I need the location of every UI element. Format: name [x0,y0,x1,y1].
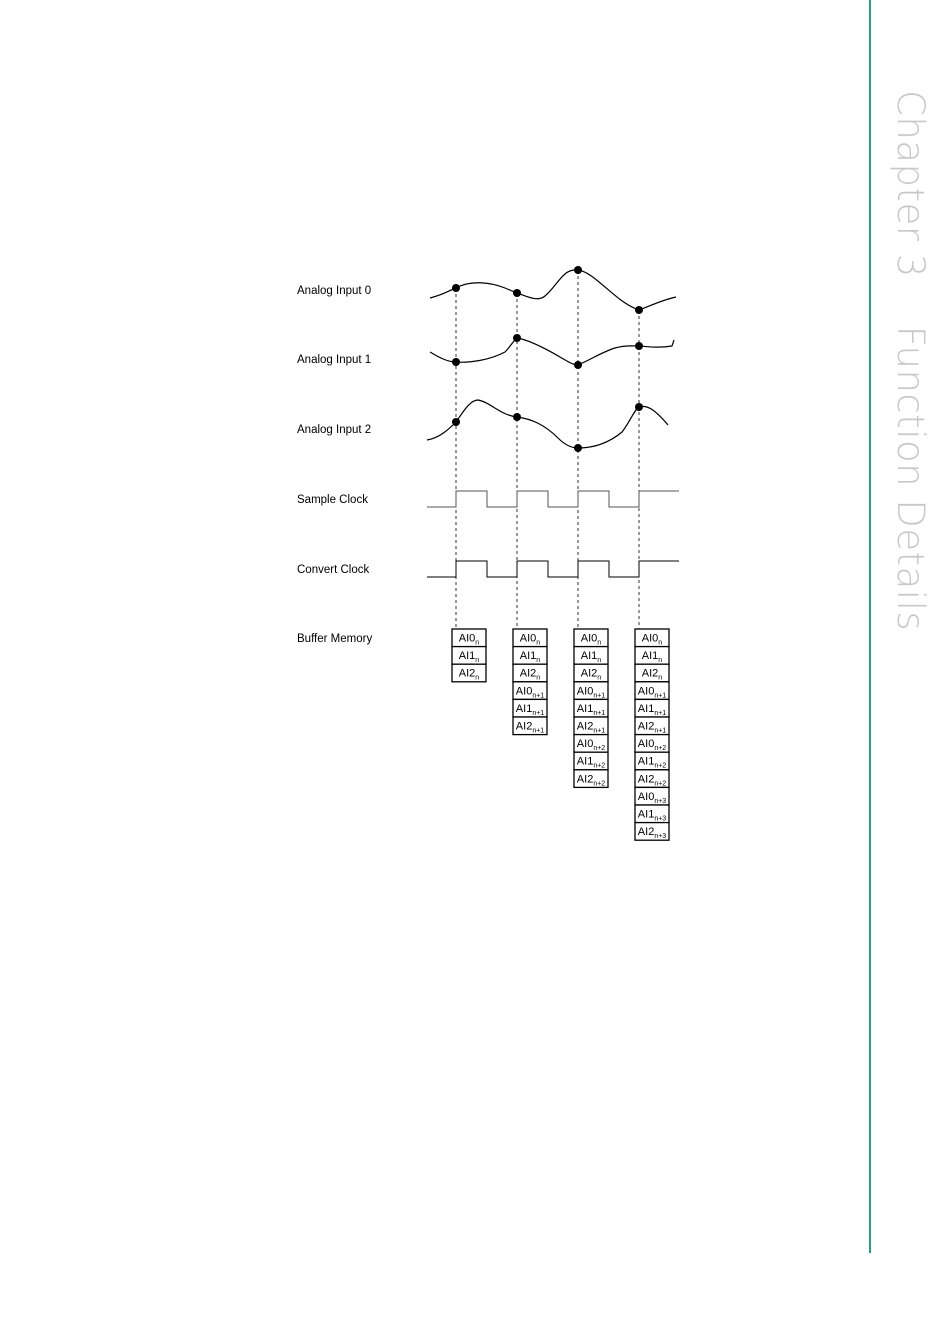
buffer-column-3 [574,629,608,787]
svg-text:AI0n+1: $AI0_{n+1}$ [576,685,606,700]
svg-text:AI2n: $AI2_n$ [580,667,602,682]
buffer-cell [513,629,547,647]
buffer-column-1 [452,629,486,682]
buffer-cell [635,787,669,805]
buffer-cell [574,629,608,647]
sample-point [635,403,643,411]
buffer-cell [635,752,669,770]
svg-text:AI2n: $AI2_n$ [641,667,663,682]
buffer-cell [513,717,547,735]
buffer-cell [574,770,608,788]
sample-point [513,334,521,342]
buffer-cell [635,735,669,753]
svg-text:AI0n+1: $AI0_{n+1}$ [637,685,667,700]
chapter-number: Chapter 3 [889,90,932,278]
buffer-cell [574,752,608,770]
buffer-cell [635,699,669,717]
buffer-cell [635,770,669,788]
buffer-column-4 [635,629,669,840]
svg-text:AI2n+2: $AI2_{n+2}$ [576,773,606,788]
buffer-cell [635,823,669,841]
label-convert-clock: Convert Clock [297,564,370,576]
label-analog-input-2: Analog Input 2 [297,424,372,436]
svg-text:AI2n+2: $AI2_{n+2}$ [637,773,667,788]
label-sample-clock: Sample Clock [297,494,368,506]
buffer-cell [635,647,669,665]
label-analog-input-0: Analog Input 0 [297,285,372,297]
svg-text:AI0n+2: $AI0_{n+2}$ [576,738,606,753]
svg-text:AI0n: $AI0_n$ [580,632,602,647]
buffer-cell [452,664,486,682]
svg-text:AI1n+2: $AI1_{n+2}$ [637,755,667,770]
buffer-memory-columns [452,629,669,840]
buffer-cell [635,682,669,700]
buffer-cell [452,629,486,647]
buffer-cell [513,699,547,717]
sample-point [452,284,460,292]
waveform-analog-input-0 [430,270,676,310]
svg-text:AI1n+3: $AI1_{n+3}$ [637,808,667,823]
waveform-analog-input-1 [430,338,674,365]
buffer-cell [635,629,669,647]
svg-text:AI2n+1: $AI2_{n+1}$ [515,720,545,735]
svg-text:AI1n+1: $AI1_{n+1}$ [637,702,667,717]
svg-text:AI1n: $AI1_n$ [580,650,602,665]
svg-text:AI1n: $AI1_n$ [641,650,663,665]
svg-text:AI1n+1: $AI1_{n+1}$ [515,702,545,717]
sample-point [513,413,521,421]
svg-text:AI0n: $AI0_n$ [519,632,541,647]
sample-point [574,444,582,452]
svg-text:AI0n+1: $AI0_{n+1}$ [515,685,545,700]
sample-point [452,418,460,426]
buffer-cell [513,682,547,700]
svg-text:AI1n: $AI1_n$ [519,650,541,665]
buffer-cell [513,664,547,682]
svg-text:AI2n: $AI2_n$ [458,667,480,682]
chapter-title: Function Details [889,325,932,632]
buffer-cell [635,664,669,682]
buffer-cell [452,647,486,665]
svg-text:AI0n: $AI0_n$ [641,632,663,647]
sample-point [574,266,582,274]
svg-text:AI1n+1: $AI1_{n+1}$ [576,702,606,717]
buffer-cell [513,647,547,665]
convert-clock-signal [427,561,679,577]
waveform-analog-input-2 [427,400,668,448]
sample-point [513,289,521,297]
svg-text:AI2n+3: $AI2_{n+3}$ [637,826,667,841]
buffer-cell [574,647,608,665]
buffer-cell [574,699,608,717]
svg-text:AI2n+1: $AI2_{n+1}$ [637,720,667,735]
sample-clock-signal [427,491,679,507]
sample-point [635,342,643,350]
sample-point [635,306,643,314]
svg-text:AI1n+2: $AI1_{n+2}$ [576,755,606,770]
buffer-column-2 [513,629,547,735]
buffer-cell [574,717,608,735]
buffer-cell [574,735,608,753]
buffer-cell [574,664,608,682]
buffer-cell [635,717,669,735]
sample-point [574,361,582,369]
buffer-cell [635,805,669,823]
buffer-cell [574,682,608,700]
svg-text:AI0n+2: $AI0_{n+2}$ [637,738,667,753]
svg-text:AI2n: $AI2_n$ [519,667,541,682]
svg-text:AI2n+1: $AI2_{n+1}$ [576,720,606,735]
label-analog-input-1: Analog Input 1 [297,354,372,366]
svg-text:AI0n+3: $AI0_{n+3}$ [637,790,667,805]
svg-text:AI1n: $AI1_n$ [458,650,480,665]
svg-text:AI0n: $AI0_n$ [458,632,480,647]
sample-point [452,358,460,366]
label-buffer-memory: Buffer Memory [297,633,373,645]
